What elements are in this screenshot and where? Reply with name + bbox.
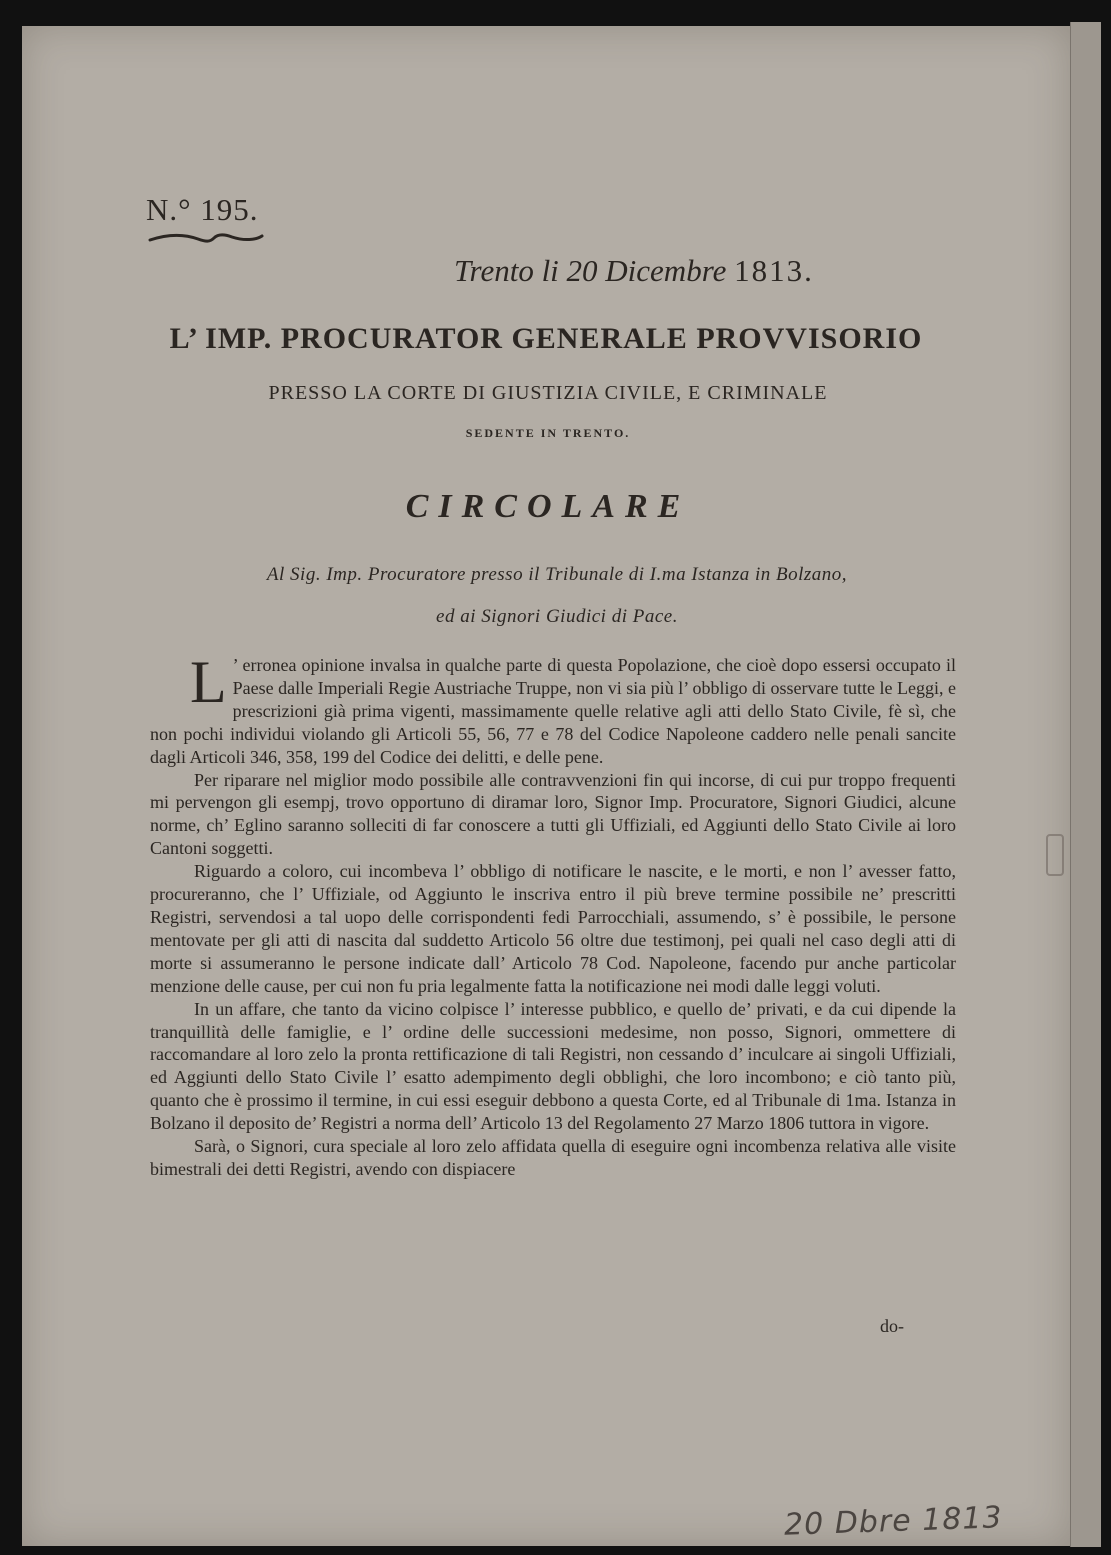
- dateline-year: 1813.: [734, 253, 814, 288]
- dateline-place-date: Trento li 20 Dicembre: [454, 253, 727, 288]
- document-subtitle: PRESSO LA CORTE DI GIUSTIZIA CIVILE, E CRIMINALE: [268, 382, 828, 404]
- addressee-line-1: Al Sig. Imp. Procuratore presso il Tribunale di I.ma Istanza in Bolzano,: [266, 564, 848, 585]
- document-type-heading: CIRCOLARE: [405, 488, 691, 525]
- next-page-edge: [1070, 22, 1101, 1547]
- ornament-swash-icon: [148, 230, 264, 246]
- document-title: L’ IMP. PROCURATOR GENERALE PROVVISORIO: [169, 322, 923, 355]
- paper-mark: [1046, 834, 1064, 876]
- drop-cap-initial: L: [190, 649, 227, 715]
- document-seat: SEDENTE IN TRENTO.: [465, 426, 631, 440]
- paragraph-2: Per riparare nel miglior modo possibile alle contravvenzioni fin qui incorse, di cui pur troppo frequenti mi pervengon gli esempj, trovo opportuno di diramar loro, Signor Imp. Procuratore, Signori Giudici, alcune norme, ch’ Eglino saranno solleciti di far conoscere a tutti gli Uffiziali, ed Aggiunti dello Stato Civile ai loro Cantoni soggetti.: [150, 769, 956, 859]
- document-body: [150, 649, 956, 1181]
- document-number: N.° 195.: [146, 192, 259, 227]
- addressee-line-2: ed ai Signori Giudici di Pace.: [436, 606, 678, 627]
- paragraph-1-text: ’ erronea opinione invalsa in qualche parte di questa Popolazione, che cioè dopo essersi occupato il Paese dalle Imperiali Regie Austriache Truppe, non vi sia più l’ obbligo di osservare tutte le Leggi, e prescrizioni già prima vigenti, massimamente quelle relative agli atti dello Stato Civile, fè sì, che non pochi individui violando gli Articoli 55, 56, 77 e 78 del Codice Napoleone caddero nelle penali sancite dagli Articoli 346, 358, 199 del Codice dei delitti, e delle pene.: [150, 655, 956, 767]
- dateline: [454, 253, 814, 289]
- paragraph-3: Riguardo a coloro, cui incombeva l’ obbligo di notificare le nascite, e le morti, e non l’ avesser fatto, procureranno, che l’ Uffiziale, od Aggiunto le inscriva entro il più breve termine possibile ne’ prescritti Registri, servendosi a tal uopo delle corrispondenti fedi Parrocchiali, assumendo, s’ è possibile, le persone mentovate per gli atti di nascita dal suddetto Articolo 56 oltre due testimonj, pei quali nel caso degli atti di morte si assumeranno le persone indicate dall’ Articolo 78 Cod. Napoleone, facendo pur anche particolar menzione delle cause, per cui non fu pria legalmente fatta la notificazione nei modi dalle leggi voluti.: [150, 861, 956, 996]
- paragraph-1: [150, 649, 956, 769]
- catchword: do-: [880, 1316, 904, 1336]
- handwritten-date-annotation: 20 Dbre 1813: [783, 1500, 1004, 1543]
- paragraph-4: In un affare, che tanto da vicino colpisce l’ interesse pubblico, e quello de’ privati, e da cui dipende la tranquillità delle famiglie, e l’ ordine delle successioni medesime, non posso, Signori, ommettere di raccomandare al loro zelo la pronta rettificazione di tali Registri, non cessando d’ inculcare ai singoli Uffiziali, ed Aggiunti dello Stato Civile l’ esatto adempimento degli obblighi, che loro incombono; e ciò tanto più, quanto che è prossimo il termine, in cui essi eseguir debbono a questa Corte, ed al Tribunale di 1ma. Istanza in Bolzano il deposito de’ Registri a norma dell’ Articolo 13 del Regolamento 27 Marzo 1806 tuttora in vigore.: [150, 998, 956, 1134]
- paragraph-5: Sarà, o Signori, cura speciale al loro zelo affidata quella di eseguire ogni incombenza relativa alle visite bimestrali dei detti Registri, avendo con dispiacere: [150, 1136, 956, 1179]
- document-page: [22, 26, 1070, 1546]
